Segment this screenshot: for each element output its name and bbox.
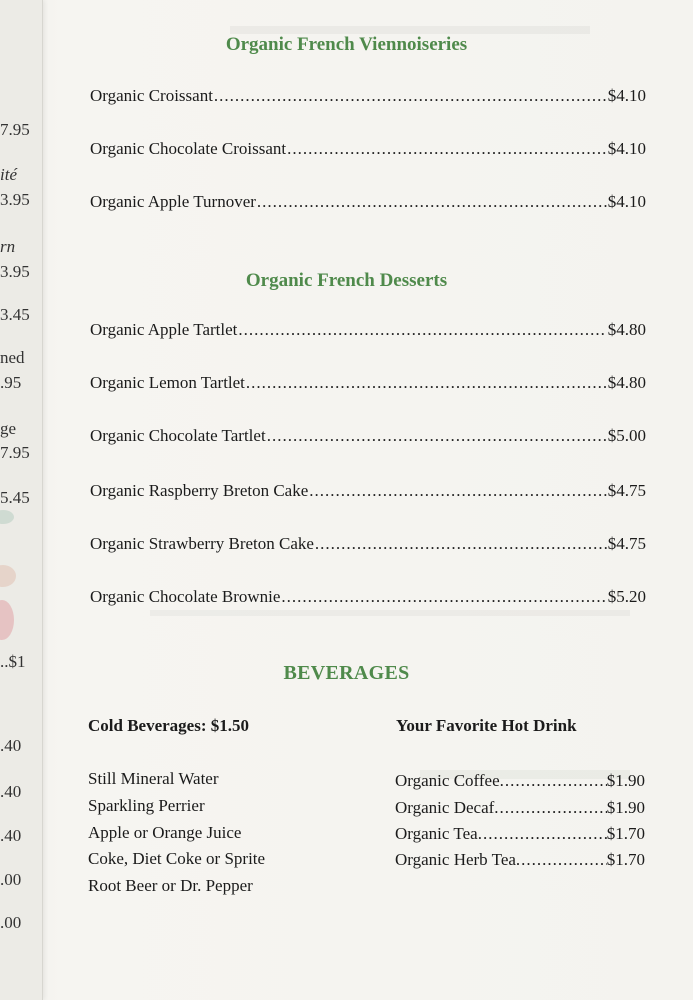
hot-drink-item (395, 824, 645, 844)
item-name: Organic Raspberry Breton Cake (90, 481, 309, 500)
fragment-text: .95 (0, 373, 22, 392)
hot-drinks-heading: Your Favorite Hot Drink (396, 716, 577, 735)
section-title-viennoiseries: Organic French Viennoiseries (225, 34, 468, 55)
image-fragment (0, 600, 14, 640)
menu-item (90, 534, 646, 560)
item-name: Organic Chocolate Brownie (90, 587, 281, 606)
dot-leader (494, 798, 606, 818)
cold-beverages-heading: Cold Beverages: $1.50 (88, 716, 250, 735)
item-price: $1.90 (606, 771, 645, 790)
item-price: $4.10 (607, 192, 646, 211)
fragment-text: .40 (0, 826, 22, 845)
dot-leader (281, 587, 606, 607)
hot-drink-item (395, 771, 645, 791)
hot-drink-item (395, 798, 645, 818)
fragment-text: 3.45 (0, 305, 30, 324)
item-price: $1.70 (606, 850, 645, 869)
fragment-text: ge (0, 419, 17, 438)
item-name: Organic Chocolate Croissant (90, 139, 287, 158)
fragment-text: .00 (0, 913, 22, 932)
item-name: Organic Apple Turnover (90, 192, 256, 211)
dot-leader (478, 824, 607, 844)
dot-leader (246, 373, 607, 393)
item-name: Organic Decaf (395, 798, 495, 817)
fragment-text: 3.95 (0, 262, 30, 281)
item-name: Organic Coffee (395, 771, 500, 790)
bleed-through-mark (230, 12, 590, 34)
dot-leader (287, 139, 607, 159)
item-name: Organic Herb Tea (395, 850, 516, 869)
menu-item (90, 139, 646, 165)
dot-leader (214, 86, 607, 106)
image-fragment (0, 510, 14, 524)
dot-leader (267, 426, 607, 446)
dot-leader (257, 192, 607, 212)
fragment-text: .40 (0, 736, 22, 755)
item-price: $5.20 (607, 587, 646, 606)
menu-item (90, 481, 646, 507)
cold-beverage-item: Apple or Orange Juice (88, 823, 242, 842)
item-name: Organic Chocolate Tartlet (90, 426, 266, 445)
menu-item (90, 587, 646, 613)
item-price: $4.80 (607, 320, 646, 339)
dot-leader (309, 481, 606, 501)
fragment-text: .00 (0, 870, 22, 889)
section-title-desserts: Organic French Desserts (245, 270, 448, 291)
fragment-text: ité (0, 165, 17, 184)
item-name: Organic Apple Tartlet (90, 320, 238, 339)
dot-leader (238, 320, 606, 340)
item-price: $1.90 (606, 798, 645, 817)
menu-item (90, 320, 646, 346)
cold-beverage-item: Root Beer or Dr. Pepper (88, 876, 253, 895)
menu-item (90, 86, 646, 112)
section-title-beverages: BEVERAGES (283, 662, 410, 684)
item-price: $4.10 (607, 86, 646, 105)
item-name: Organic Croissant (90, 86, 213, 105)
item-name: Organic Strawberry Breton Cake (90, 534, 314, 553)
fragment-text: 7.95 (0, 120, 30, 139)
fragment-text: 7.95 (0, 443, 30, 462)
fragment-text: 5.45 (0, 488, 30, 507)
fragment-text: rn (0, 237, 16, 256)
fragment-text: 3.95 (0, 190, 30, 209)
adjacent-page-edge (0, 0, 43, 1000)
fragment-text: ned (0, 348, 25, 367)
item-price: $4.75 (607, 481, 646, 500)
menu-item (90, 426, 646, 452)
fragment-text: ..$1 (0, 652, 26, 671)
cold-beverage-item: Still Mineral Water (88, 769, 219, 788)
menu-item (90, 373, 646, 399)
hot-drink-item (395, 850, 645, 870)
dot-leader (500, 771, 607, 791)
dot-leader (315, 534, 607, 554)
item-price: $4.80 (607, 373, 646, 392)
menu-item (90, 192, 646, 218)
cold-beverage-item: Sparkling Perrier (88, 796, 205, 815)
item-price: $4.10 (607, 139, 646, 158)
dot-leader (516, 850, 607, 870)
cold-beverage-item: Coke, Diet Coke or Sprite (88, 849, 266, 868)
image-fragment (0, 565, 16, 587)
item-name: Organic Tea (395, 824, 478, 843)
item-price: $5.00 (607, 426, 646, 445)
item-name: Organic Lemon Tartlet (90, 373, 245, 392)
item-price: $4.75 (607, 534, 646, 553)
item-price: $1.70 (606, 824, 645, 843)
fragment-text: .40 (0, 782, 22, 801)
